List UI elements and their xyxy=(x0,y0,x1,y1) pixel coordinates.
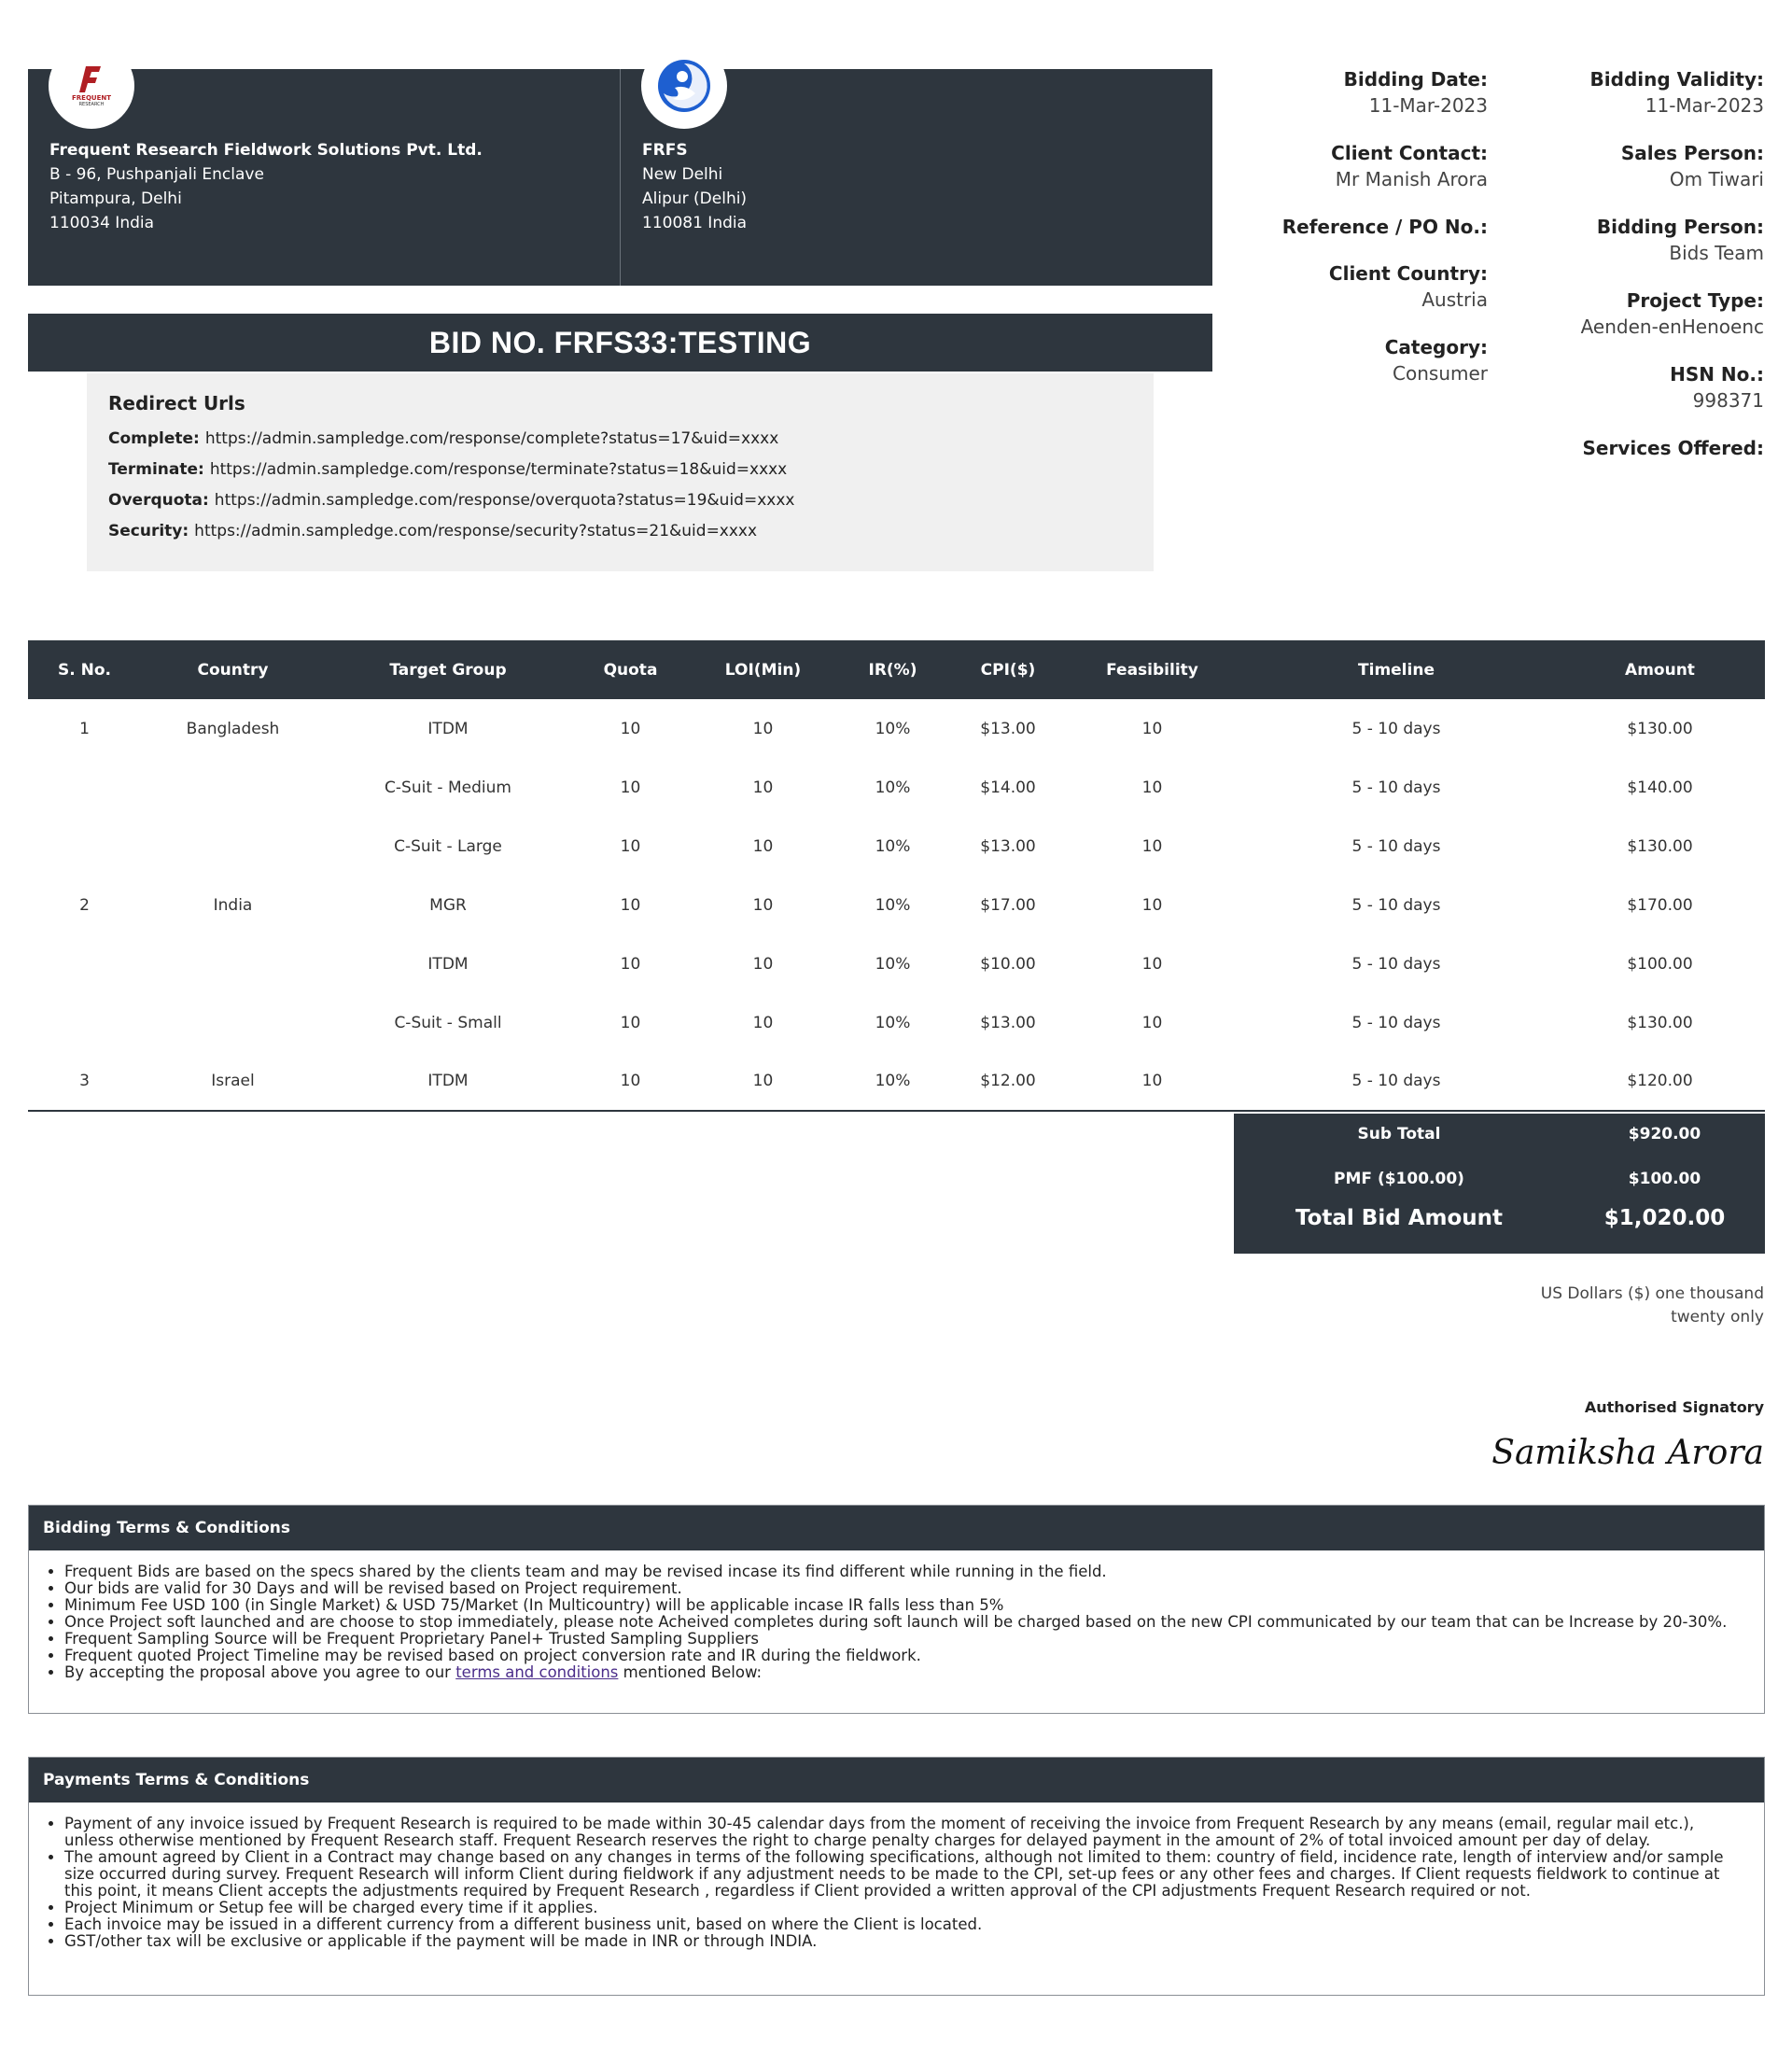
table-cell: $10.00 xyxy=(980,954,1036,974)
table-cell: 5 - 10 days xyxy=(1351,954,1441,974)
table-cell: $140.00 xyxy=(1627,778,1693,797)
table-cell: 10 xyxy=(752,895,774,915)
bid-table-body xyxy=(28,699,1765,1111)
table-cell: 5 - 10 days xyxy=(1351,719,1441,738)
table-cell: 10 xyxy=(1141,836,1163,856)
redirect-url-row: Overquota: https://admin.sampledge.com/response/overquota?status=19&uid=xxxx xyxy=(108,491,795,510)
table-cell xyxy=(28,934,141,993)
company-name: Frequent Research Fieldwork Solutions Pvt. Ltd. xyxy=(49,141,483,160)
frequent-research-logo-icon xyxy=(63,64,119,107)
client-logo-icon xyxy=(654,56,714,116)
payment-terms-box xyxy=(28,1757,1765,1996)
table-row xyxy=(28,993,1765,1052)
info-bidding-person: Bidding Person: Bids Team xyxy=(1596,216,1764,264)
table-row xyxy=(28,699,1765,758)
company-address-line: B - 96, Pushpanjali Enclave xyxy=(49,165,264,184)
table-cell: $13.00 xyxy=(980,836,1036,856)
table-cell: 10 xyxy=(620,1013,641,1032)
table-cell: 3 xyxy=(79,1072,90,1090)
table-row xyxy=(28,934,1765,993)
bid-table-header xyxy=(28,640,1765,699)
company-address-panel xyxy=(28,69,620,286)
table-cell xyxy=(28,993,141,1052)
amount-in-words: US Dollars ($) one thousand twenty only xyxy=(1540,1284,1764,1326)
table-cell xyxy=(141,758,325,817)
table-cell: ITDM xyxy=(427,1072,469,1090)
bid-info-left xyxy=(1208,67,1488,409)
bid-info-right xyxy=(1503,67,1764,483)
table-cell: 10 xyxy=(620,895,641,915)
svg-text:RESEARCH: RESEARCH xyxy=(78,102,105,107)
table-cell: C-Suit - Medium xyxy=(385,778,511,797)
info-sales-person: Sales Person: Om Tiwari xyxy=(1620,142,1764,190)
sub-total-value: $920.00 xyxy=(1628,1125,1701,1143)
table-cell: $130.00 xyxy=(1627,1013,1693,1032)
client-address xyxy=(642,138,747,235)
table-cell: 10 xyxy=(752,1013,774,1032)
total-bid-value: $1,020.00 xyxy=(1603,1206,1726,1230)
table-cell: 10% xyxy=(875,1072,911,1090)
table-cell xyxy=(28,817,141,876)
payment-terms-title: Payments Terms & Conditions xyxy=(29,1758,1764,1803)
list-item: • Our bids are valid for 30 Days and will be revised based on Project requirement. xyxy=(64,1580,1745,1597)
table-row xyxy=(28,817,1765,876)
table-cell: 5 - 10 days xyxy=(1351,895,1441,915)
company-address-line: 110034 India xyxy=(49,214,155,232)
client-name: FRFS xyxy=(642,141,688,160)
bid-table xyxy=(28,640,1765,1112)
table-cell xyxy=(141,934,325,993)
table-cell: 10 xyxy=(620,719,641,738)
client-address-line: New Delhi xyxy=(642,165,723,184)
pmf-value: $100.00 xyxy=(1628,1170,1701,1188)
table-cell: $130.00 xyxy=(1627,719,1693,738)
table-cell: $100.00 xyxy=(1627,954,1693,974)
table-cell: $12.00 xyxy=(980,1072,1036,1090)
col-header: Quota xyxy=(603,660,658,680)
info-hsn-no: HSN No.: 998371 xyxy=(1670,363,1764,412)
list-item: • Frequent Bids are based on the specs shared by the clients team and may be revised incase its find different while running in the field. xyxy=(64,1564,1745,1580)
list-item: • By accepting the proposal above you agree to our terms and conditions mentioned Below: xyxy=(64,1664,1745,1681)
table-cell: MGR xyxy=(429,895,467,915)
bidding-terms-list xyxy=(29,1550,1764,1694)
info-bidding-date: Bidding Date: 11-Mar-2023 xyxy=(1343,68,1488,117)
table-cell: 10 xyxy=(620,778,641,797)
table-cell xyxy=(141,817,325,876)
col-header: IR(%) xyxy=(868,660,917,680)
info-reference-po: Reference / PO No.: xyxy=(1281,216,1488,238)
redirect-url: https://admin.sampledge.com/response/complete?status=17&uid=xxxx xyxy=(204,429,779,448)
list-item: • GST/other tax will be exclusive or applicable if the payment will be made in INR or through INDIA. xyxy=(64,1933,1745,1950)
table-cell: ITDM xyxy=(427,719,469,738)
authorised-signatory-label: Authorised Signatory xyxy=(1584,1398,1764,1416)
bidding-terms-title: Bidding Terms & Conditions xyxy=(29,1506,1764,1550)
redirect-url-row: Terminate: https://admin.sampledge.com/response/terminate?status=18&uid=xxxx xyxy=(108,460,788,479)
table-cell: 10% xyxy=(875,778,911,797)
bid-number-title: BID NO. FRFS33:TESTING xyxy=(28,314,1212,372)
list-item: • Minimum Fee USD 100 (in Single Market) & USD 75/Market (In Multicountry) will be applicable incase IR falls less than 5% xyxy=(64,1597,1745,1614)
table-row xyxy=(28,876,1765,934)
company-address xyxy=(49,138,483,235)
list-item: • Payment of any invoice issued by Frequent Research is required to be made within 30-45 calendar days from the moment of receiving the invoice from Frequent Research by any means (email, regular mail etc.), unless otherwise mentioned by Frequent Research staff. Frequent Research reserves the right to charge penalty charges for delayed payment in the amount of 2% of total invoiced amount per day of delay. xyxy=(64,1816,1745,1849)
table-cell: 10 xyxy=(1141,1013,1163,1032)
info-client-country: Client Country: Austria xyxy=(1328,262,1488,311)
table-cell: 10 xyxy=(620,1072,641,1090)
table-cell: 5 - 10 days xyxy=(1351,836,1441,856)
redirect-url: https://admin.sampledge.com/response/security?status=21&uid=xxxx xyxy=(194,522,758,540)
table-cell: 10 xyxy=(752,836,774,856)
table-row xyxy=(28,1052,1765,1111)
client-address-panel xyxy=(621,69,1212,286)
table-cell: 10 xyxy=(752,719,774,738)
table-cell: 1 xyxy=(79,719,90,738)
redirect-urls-title: Redirect Urls xyxy=(108,392,245,414)
redirect-url: https://admin.sampledge.com/response/terminate?status=18&uid=xxxx xyxy=(209,460,788,479)
list-item: • The amount agreed by Client in a Contract may change based on any changes in terms of the following specifications, although not limited to them: country of field, incidence rate, length of interview and/or sample size occurred during survey. Frequent Research will inform Client during fieldwork if any adjustment needs to be made to the CPI, set-up fees or any other fees and charges. If Client requests fieldwork to continue at this point, it means Client accepts the adjustments required by Frequent Research , regardless if Client provided a written approval of the CPI adjustments Frequent Research required or not. xyxy=(64,1849,1745,1900)
table-cell: C-Suit - Large xyxy=(394,836,502,856)
list-item: • Frequent quoted Project Timeline may be revised based on project conversion rate and IR during the fieldwork. xyxy=(64,1648,1745,1664)
col-header: Amount xyxy=(1625,660,1695,680)
table-cell: $14.00 xyxy=(980,778,1036,797)
table-cell xyxy=(141,993,325,1052)
list-item: • Frequent Sampling Source will be Frequent Proprietary Panel+ Trusted Sampling Suppliers xyxy=(64,1631,1745,1648)
table-cell: 5 - 10 days xyxy=(1351,1072,1441,1090)
table-cell: ITDM xyxy=(427,954,469,974)
list-item: • Once Project soft launched and are choose to stop immediately, please note Acheived completes during soft launch will be charged based on the new CPI communicated by our team that can be Increase by 20-30%. xyxy=(64,1614,1745,1631)
table-cell: 10 xyxy=(1141,1072,1163,1090)
table-cell: $170.00 xyxy=(1627,895,1693,915)
table-cell: 10 xyxy=(620,836,641,856)
table-cell: 10% xyxy=(875,895,911,915)
table-cell: 10 xyxy=(1141,719,1163,738)
col-header: LOI(Min) xyxy=(724,660,802,680)
table-cell: 10% xyxy=(875,836,911,856)
company-logo xyxy=(49,43,134,129)
table-cell: 10 xyxy=(1141,954,1163,974)
redirect-url: https://admin.sampledge.com/response/overquota?status=19&uid=xxxx xyxy=(214,491,795,510)
table-cell: 10 xyxy=(752,1072,774,1090)
list-item: • Each invoice may be issued in a different currency from a different business unit, based on where the Client is located. xyxy=(64,1916,1745,1933)
table-cell: 10 xyxy=(1141,895,1163,915)
table-cell: 5 - 10 days xyxy=(1351,1013,1441,1032)
table-cell: $120.00 xyxy=(1627,1072,1693,1090)
company-address-line: Pitampura, Delhi xyxy=(49,189,182,208)
table-cell: India xyxy=(213,895,253,915)
table-cell: $13.00 xyxy=(980,719,1036,738)
table-cell: 10 xyxy=(752,778,774,797)
col-header: Country xyxy=(197,660,269,680)
table-cell: $17.00 xyxy=(980,895,1036,915)
table-cell xyxy=(28,758,141,817)
col-header: S. No. xyxy=(58,660,111,680)
totals-box: Sub Total $920.00 PMF ($100.00) $100.00 Total Bid Amount $1,020.00 xyxy=(1234,1114,1765,1254)
table-cell: Bangladesh xyxy=(186,719,280,738)
client-logo xyxy=(641,43,727,129)
terms-and-conditions-link[interactable]: terms and conditions xyxy=(455,1663,619,1681)
info-services-offered: Services Offered: xyxy=(1582,437,1764,459)
info-category: Category: Consumer xyxy=(1384,336,1488,385)
table-cell: 10% xyxy=(875,1013,911,1032)
info-project-type: Project Type: Aenden-enHenoenc xyxy=(1580,289,1764,338)
col-header: Target Group xyxy=(389,660,507,680)
table-cell: 10% xyxy=(875,954,911,974)
payment-terms-list xyxy=(29,1803,1764,1963)
table-row xyxy=(28,758,1765,817)
table-cell: $13.00 xyxy=(980,1013,1036,1032)
signature: Samiksha Arora xyxy=(1491,1434,1764,1472)
client-address-line: 110081 India xyxy=(642,214,748,232)
info-bidding-validity: Bidding Validity: 11-Mar-2023 xyxy=(1589,68,1764,117)
redirect-url-row: Security: https://admin.sampledge.com/response/security?status=21&uid=xxxx xyxy=(108,522,758,540)
redirect-urls-panel xyxy=(87,373,1154,571)
col-header: Feasibility xyxy=(1106,660,1198,680)
svg-text:FREQUENT: FREQUENT xyxy=(71,94,112,102)
col-header: CPI($) xyxy=(980,660,1036,680)
list-item: • Project Minimum or Setup fee will be charged every time if it applies. xyxy=(64,1900,1745,1916)
info-client-contact: Client Contact: Mr Manish Arora xyxy=(1331,142,1488,190)
table-cell: 10 xyxy=(752,954,774,974)
table-cell: 2 xyxy=(79,895,90,915)
table-cell: $130.00 xyxy=(1627,836,1693,856)
redirect-url-row: Complete: https://admin.sampledge.com/response/complete?status=17&uid=xxxx xyxy=(108,429,779,448)
table-cell: Israel xyxy=(211,1072,255,1090)
table-cell: 10 xyxy=(620,954,641,974)
bidding-terms-box xyxy=(28,1505,1765,1714)
client-address-line: Alipur (Delhi) xyxy=(642,189,748,208)
col-header: Timeline xyxy=(1358,660,1435,680)
table-cell: 10% xyxy=(875,719,911,738)
table-cell: 10 xyxy=(1141,778,1163,797)
table-cell: 5 - 10 days xyxy=(1351,778,1441,797)
table-cell: C-Suit - Small xyxy=(394,1013,502,1032)
